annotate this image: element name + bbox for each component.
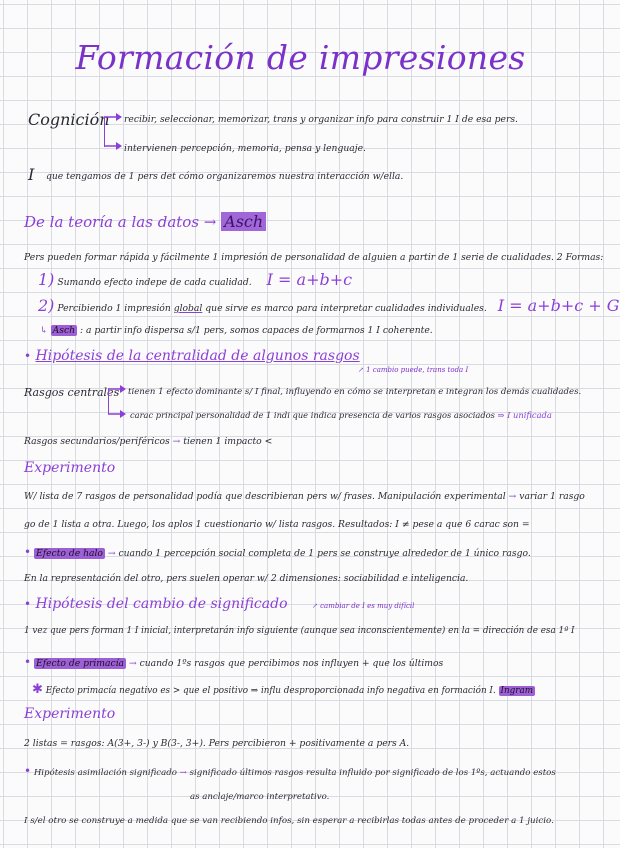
exp1-line2: go de 1 lista a otra. Luego, los aplos 1 cuestionario w/ lista rasgos. Resultados: I ≠ pese a que 6 carac son =	[24, 519, 530, 530]
final-line: I s/el otro se construye a medida que se van recibiendo infos, sin esperar a recibirlas todas antes de proceder a 1 juicio.	[24, 816, 554, 826]
primacia-line	[24, 655, 443, 669]
arrow-icon: ↗	[358, 366, 364, 374]
arrow-right-icon: →	[179, 768, 187, 778]
section-heading-text: De la teoría a las datos	[24, 213, 200, 231]
item-text: Sumando efecto indepe de cada cualidad.	[57, 277, 252, 288]
arrow-icon	[104, 112, 122, 122]
asimilacion-line	[24, 764, 556, 778]
exp1-line1	[24, 491, 585, 502]
exp-text: W/ lista de 7 rasgos de personalidad podía que describieran pers w/ frases. Manipulación experimental	[24, 491, 506, 502]
rasgos-secundarios	[24, 436, 272, 447]
arrow-right-icon: →	[508, 491, 517, 502]
bullet-icon: •	[24, 545, 32, 559]
arrow-icon	[108, 384, 126, 394]
arrow-right-icon: →	[203, 213, 217, 231]
bullet-icon: •	[24, 597, 32, 611]
hypothesis-heading	[24, 348, 360, 364]
ingram-tag: Ingram	[500, 686, 534, 696]
page-title: Formación de impresiones	[75, 38, 526, 77]
arrow-icon: ↗	[312, 602, 318, 610]
rasgos-branch-2	[130, 411, 552, 421]
formula: I = a+b+c	[266, 270, 353, 289]
item-text: Percibiendo 1 impresión	[57, 303, 171, 314]
bullet-icon: •	[24, 655, 32, 669]
item-number: 1)	[38, 270, 55, 289]
star-icon: ✱	[32, 682, 43, 697]
bullet-icon: •	[24, 349, 32, 363]
cognicion-label: Cognición	[28, 110, 110, 129]
intro-line: que tengamos de 1 pers det cómo organizaremos nuestra interacción w/ella.	[46, 171, 404, 182]
asch-text: : a partir info dispersa s/1 pers, somos capaces de formarnos 1 I coherente.	[79, 325, 433, 336]
corner-arrow-icon: ↳	[40, 325, 48, 336]
arrow-right-icon: →	[107, 548, 116, 559]
exp-text: variar 1 rasgo	[519, 491, 585, 502]
item-number: 2)	[38, 296, 55, 315]
cognicion-branch-2: intervienen percepción, memoria, pensa y lenguaje.	[124, 143, 366, 154]
secondary-text: Rasgos secundarios/periféricos	[24, 436, 170, 447]
hypothesis-note	[358, 366, 468, 374]
global-word: global	[173, 303, 203, 314]
hypothesis-heading-text: Hipótesis del cambio de significado	[35, 596, 288, 612]
halo-text: cuando 1 percepción social completa de 1 pers se construye alrededor de 1 único rasgo.	[118, 548, 531, 559]
arrow-icon	[104, 141, 122, 151]
item-text: que sirve es marco para interpretar cualidades individuales.	[205, 303, 487, 314]
asim-text: Hipótesis asimilación significado	[33, 768, 177, 778]
intro-I: I	[28, 165, 35, 184]
halo-line	[24, 545, 531, 559]
primacia-text: cuando 1ºs rasgos que percibimos nos influyen + que los últimos	[139, 658, 444, 669]
section1-line1: Pers pueden formar rápida y fácilmente 1 impresión de personalidad de alguien a partir de 1 serie de cualidades. 2 Formas:	[24, 252, 604, 263]
star-text: Efecto primacía negativo es > que el positivo ⇒ influ desproporcionada info negativa en formación I.	[45, 686, 496, 696]
cognicion-branch-1: recibir, seleccionar, memorizar, trans y organizar info para construir 1 I de esa pers.	[124, 114, 518, 125]
hypothesis-heading-text: Hipótesis de la centralidad de algunos rasgos	[35, 348, 360, 364]
asim-text: significado últimos rasgos resulta influido por significado de los 1ºs, actuando estos	[189, 768, 556, 778]
section-heading	[24, 212, 266, 231]
hyp2-line1: 1 vez que pers forman 1 I inicial, interpretarán info siguiente (aunque sea inconscientemente) en la = dirección de esa 1ª I	[24, 626, 575, 636]
rasgos-branch-1: tienen 1 efecto dominante s/ I final, influyendo en cómo se interpretan e integran los demás cualidades.	[128, 387, 582, 397]
asimilacion-line-2: as anclaje/marco interpretativo.	[190, 792, 330, 802]
bullet-icon: •	[24, 764, 32, 778]
exp1-line4: En la representación del otro, pers suelen operar w/ 2 dimensiones: sociabilidad e inteligencia.	[24, 573, 469, 584]
formula-item-2	[38, 296, 620, 315]
experiment-label: Experimento	[24, 460, 116, 476]
asch-tag: Asch	[52, 325, 76, 336]
exp2-line1: 2 listas = rasgos: A(3+, 3-) y B(3-, 3+). Pers percibieron + positivamente a pers A.	[24, 738, 410, 749]
asch-highlight: Asch	[221, 212, 266, 231]
experiment-label: Experimento	[24, 706, 116, 722]
branch-text: carac principal personalidad de 1 indi que indica presencia de varios rasgos asociados	[130, 410, 495, 420]
halo-tag: Efecto de halo	[36, 548, 103, 559]
rasgos-centrales-label: Rasgos centrales	[24, 386, 120, 399]
note-text: 1 cambio puede, trans toda I	[366, 366, 469, 374]
asch-line	[40, 325, 433, 336]
arrow-right-icon: →	[172, 436, 181, 447]
arrow-icon	[108, 409, 126, 419]
hypothesis-heading	[24, 596, 288, 612]
formula-item-1	[38, 270, 352, 289]
star-line	[32, 682, 535, 698]
arrow-right-icon: →	[128, 658, 137, 669]
secondary-end: tienen 1 impacto <	[183, 436, 273, 447]
branch-result: ⇒ I unificada	[497, 410, 552, 420]
primacia-tag: Efecto de primacía	[36, 658, 125, 669]
note-text: cambiar de I es muy difícil	[320, 602, 415, 610]
hypothesis-note	[312, 602, 414, 610]
formula: I = a+b+c + G	[497, 296, 620, 315]
